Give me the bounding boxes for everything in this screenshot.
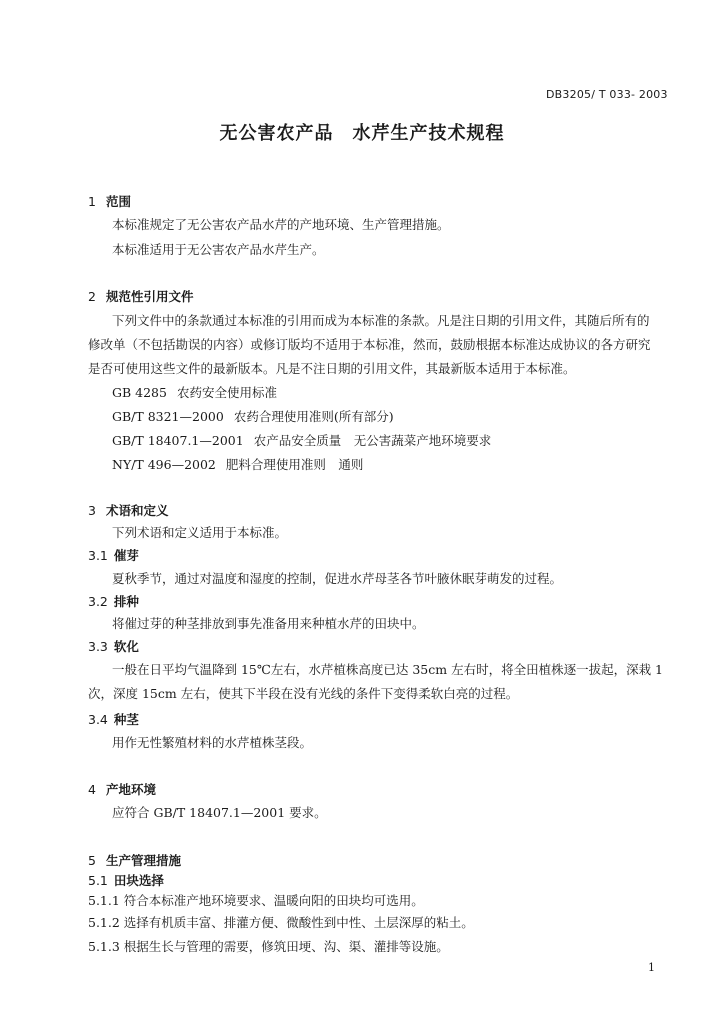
term-heading [88,710,139,728]
section-title: 产地环境 [106,782,157,797]
section-number: 1 [88,194,96,209]
paragraph-line: 下列文件中的条款通过本标准的引用而成为本标准的条款。凡是注日期的引用文件，其随后所有的 [112,313,650,328]
section-title: 范围 [106,194,132,209]
section-5-heading [88,851,181,869]
clause-item: 5.1.3 根据生长与管理的需要，修筑田埂、沟、渠、灌排等设施。 [88,939,449,954]
term-name: 软化 [113,639,139,654]
reference-item [112,383,277,401]
reference-name: 肥料合理使用准则 通则 [225,457,364,472]
term-definition-line: 一般在日平均气温降到 15℃左右，水芹植株高度已达 35cm 左右时，将全田植株逐一拔起，深栽 1 [112,662,663,677]
section-1-heading [88,192,131,210]
reference-name: 农药安全使用标准 [176,385,277,400]
section-number: 4 [88,782,96,797]
section-3-heading [88,501,169,519]
term-heading [88,546,139,564]
term-definition: 夏秋季节，通过对温度和湿度的控制，促进水芹母茎各节叶腋休眠芽萌发的过程。 [112,571,563,586]
reference-item [112,455,363,473]
page-title: 无公害农产品 水芹生产技术规程 [219,123,505,144]
term-heading [88,637,139,655]
clause-item: 5.1.2 选择有机质丰富、排灌方便、微酸性到中性、土层深厚的粘土。 [88,915,474,930]
term-definition: 将催过芽的种茎排放到事先准备用来种植水芹的田块中。 [112,616,425,631]
term-name: 催芽 [113,548,139,563]
reference-name: 农药合理使用准则(所有部分) [233,409,394,424]
reference-item [112,407,394,425]
subsection-title: 田块选择 [113,873,164,888]
term-name: 排种 [113,594,139,609]
term-number: 3.1 [88,548,108,563]
term-definition: 用作无性繁殖材料的水芹植株茎段。 [112,735,313,750]
term-number: 3.4 [88,712,108,727]
section-4-heading [88,780,156,798]
reference-item [112,431,491,449]
paragraph: 应符合 GB/T 18407.1—2001 要求。 [112,805,327,820]
reference-name: 农产品安全质量 无公害蔬菜产地环境要求 [253,433,492,448]
term-name: 种茎 [113,712,139,727]
clause-item: 5.1.1 符合本标准产地环境要求、温暖向阳的田块均可选用。 [88,893,424,908]
term-number: 3.2 [88,594,108,609]
section-number: 5 [88,853,96,868]
term-definition-line: 次，深度 15cm 左右，使其下半段在没有光线的条件下变得柔软白亮的过程。 [88,686,519,701]
section-title: 术语和定义 [106,503,169,518]
term-number: 3.3 [88,639,108,654]
document-number: DB3205/ T 033- 2003 [546,88,668,101]
subsection-number: 5.1 [88,873,108,888]
reference-code: GB 4285 [112,385,167,400]
section-title: 生产管理措施 [106,853,182,868]
paragraph-line: 修改单（不包括勘误的内容）或修订版均不适用于本标准，然而，鼓励根据本标准达成协议的各方研究 [88,337,651,352]
reference-code: GB/T 18407.1—2001 [112,433,244,448]
page-number: 1 [648,961,655,974]
paragraph: 下列术语和定义适用于本标准。 [112,525,288,540]
section-2-heading [88,287,194,305]
paragraph-line: 是否可使用这些文件的最新版本。凡是不注日期的引用文件，其最新版本适用于本标准。 [88,361,576,376]
section-number: 3 [88,503,96,518]
paragraph: 本标准适用于无公害农产品水芹生产。 [112,242,325,257]
section-title: 规范性引用文件 [106,289,194,304]
reference-code: NY/T 496—2002 [112,457,216,472]
subsection-heading [88,871,164,889]
term-heading [88,592,139,610]
section-number: 2 [88,289,96,304]
paragraph: 本标准规定了无公害农产品水芹的产地环境、生产管理措施。 [112,217,450,232]
reference-code: GB/T 8321—2000 [112,409,224,424]
